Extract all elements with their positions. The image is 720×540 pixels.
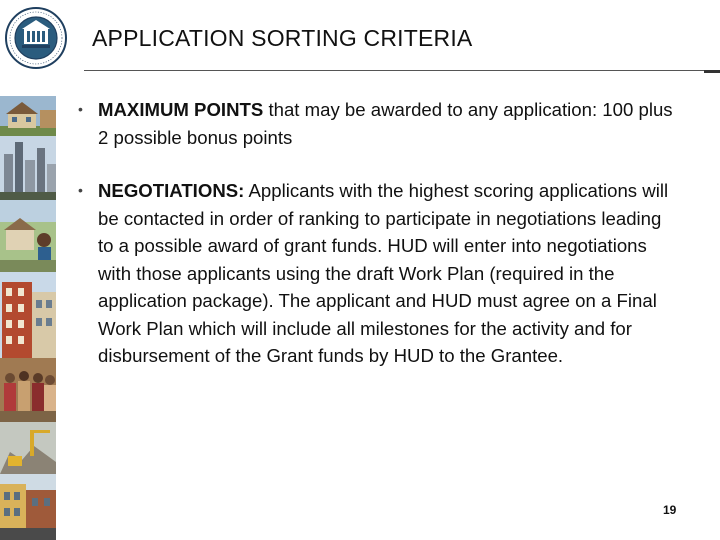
- slide-title: APPLICATION SORTING CRITERIA: [92, 25, 473, 51]
- bullet-text: Applicants with the highest scoring applications will be contacted in order of ranking to participate in negotiations leading to a possible award of grant funds. HUD will enter into negotiations with those applicants using the draft Work Plan (required in the application package). The applicant and HUD must agree on a Final Work Plan which will include all milestones for the activity and for disbursement of the Grant funds by HUD to the Grantee.: [98, 180, 669, 366]
- photo-strip: [0, 96, 56, 540]
- bullet-item: [78, 96, 678, 151]
- people-photo: [0, 358, 56, 422]
- neighborhood-photo: [0, 200, 56, 272]
- construction-photo: [0, 422, 56, 474]
- bullet-heading: MAXIMUM POINTS: [98, 99, 264, 120]
- title-divider-end: [704, 70, 720, 73]
- bullet-heading: NEGOTIATIONS:: [98, 180, 245, 201]
- hud-seal-icon: [4, 6, 68, 70]
- street-photo: [0, 474, 56, 540]
- apartment-photo: [0, 272, 56, 358]
- bullet-dot-icon: •: [78, 182, 83, 198]
- bullet-list: [78, 96, 678, 370]
- bullet-dot-icon: •: [78, 101, 83, 117]
- bullet-text: that may be awarded to any application: 100 plus 2 possible bonus points: [98, 99, 673, 148]
- bullet-item: [78, 177, 678, 370]
- title-divider: [84, 70, 707, 71]
- page-number: 19: [663, 503, 677, 517]
- skyline-photo: [0, 136, 56, 200]
- house-photo: [0, 96, 56, 136]
